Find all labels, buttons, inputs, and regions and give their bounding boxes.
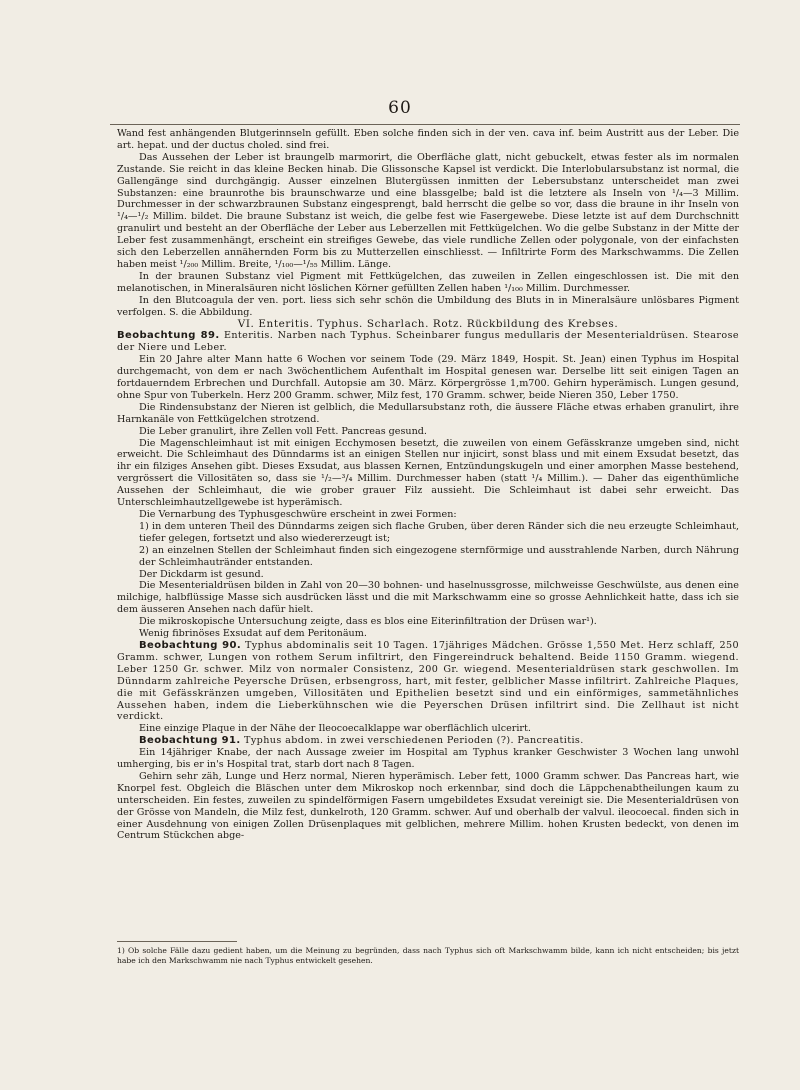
observation-heading xyxy=(117,735,739,747)
observation-label: Beobachtung 89. xyxy=(117,330,220,342)
paragraph: Die Vernarbung des Typhusgeschwüre erscheint in zwei Formen: xyxy=(139,509,457,520)
observation-label: Beobachtung 91. xyxy=(139,735,241,747)
list-item: 1) in dem unteren Theil des Dünndarms zeigen sich flache Gruben, über deren Ränder sich die neu erzeugte Schleimhaut, tiefer gelegen, fortsetzt und also wiedererzeugt ist; xyxy=(139,520,739,544)
paragraph: Die Rindensubstanz der Nieren ist gelblich, die Medullarsubstanz roth, die äussere Fläche etwas erhaben granulirt, ihre Harnkanäle von Fettkügelchen strotzend. xyxy=(117,401,739,425)
paragraph: In den Blutcoagula der ven. port. liess sich sehr schön die Umbildung des Bluts in in Mineralsäure unlösbares Pigment verfolgen. S. die Abbildung. xyxy=(117,294,739,318)
observation-title: Typhus abdominalis seit 10 Tagen. 17jähriges Mädchen. Grösse 1,550 Met. Herz schlaff, 250 Gramm. schwer, Lungen von rothem Serum infiltrirt, den Fingereindruck behaltend. Beide 1150 Gramm. wiegend. Leber 1250 Gr. schwer. Milz von normaler Consistenz, 200 Gr. wiegend. Mesenterialdrüsen stark geschwollen. Im Dünndarm zahlreiche Peyersche Drüsen, erbsengross, hart, mit fester, gelblicher Masse infiltrirt. Zahlreiche Plaques, die mit Gefässkränzen umgeben, Villositäten und Epithelien besetzt sind und ein einförmiges, sammetähnliches Aussehen haben, indem die Lieberkühnschen wie die Peyerschen Drüsen infiltrirt sind. Die Zellhaut ist nicht verdickt. xyxy=(117,639,739,723)
page-number: 60 xyxy=(388,98,412,118)
footnote-rule xyxy=(117,941,237,942)
paragraph: Die Magenschleimhaut ist mit einigen Ecchymosen besetzt, die zuweilen von einem Gefässkranze umgeben sind, nicht erweicht. Die Schleimhaut des Dünndarms ist an einigen Stellen nur injicirt, sonst blass und mit einem Exsudat besetzt, das ihr ein filziges Ansehen gibt. Dieses Exsudat, aus blassen Kernen, Entzündungskugeln und einer amorphen Masse bestehend, vergrössert die Villositäten so, dass sie ¹/₂—³/₄ Millim. Durchmesser haben (statt ¹/₄ Millim.). — Daher das eigenthümliche Aussehen der Schleimhaut, die wie grober grauer Filz aussieht. Die Schleimhaut ist dabei sehr erweicht. Das Unterschleimhautzellgewebe ist hyperämisch. xyxy=(117,437,739,509)
observation-heading xyxy=(117,640,739,723)
paragraph: Das Aussehen der Leber ist braungelb marmorirt, die Oberfläche glatt, nicht gebuckelt, etwas fester als im normalen Zustande. Sie reicht in das kleine Becken hinab. Die Glissonsche Kapsel ist verdickt. Die Interlobularsubstanz ist normal, die Gallengänge sind durchgängig. Ausser einzelnen Blutergüssen inmitten der Lebersubstanz unterscheidet man zwei Substanzen: eine braunrothe bis braunschwarze und eine blassgelbe; bald ist die letztere als Inseln von ¹/₄—3 Millim. Durchmesser in der schwarzbraunen Substanz eingesprengt, bald herrscht die gelbe so vor, dass die braune in ihr Inseln von ¹/₄—¹/₂ Millim. bildet. Die braune Substanz ist weich, die gelbe fest wie Fasergewebe. Diese letzte ist auf dem Durchschnitt granulirt und besteht an der Oberfläche der Leber aus Leberzellen mit Fettkügelchen. Wo die gelbe Substanz in der Mitte der Leber fest zusammenhängt, erscheint ein streifiges Gewebe, das viele rundliche Zellen oder polygonale, von der einfachsten sich den Leberzellen annähernden Form bis zu Mutterzellen einschliesst. — Infiltrirte Form des Markschwamms. Die Zellen haben meist ¹/₂₀₀ Millim. Breite, ¹/₁₀₀—¹/₅₅ Millim. Länge. xyxy=(117,151,739,270)
observation-heading xyxy=(117,330,739,354)
paragraph: Ein 14jähriger Knabe, der nach Aussage zweier im Hospital am Typhus kranker Geschwister 3 Wochen lang unwohl umherging, bis er in's Hospital trat, starb dort nach 8 Tagen. xyxy=(117,747,739,771)
paragraph: Gehirn sehr zäh, Lunge und Herz normal, Nieren hyperämisch. Leber fett, 1000 Gramm schwer. Das Pancreas hart, wie Knorpel fest. Obgleich die Bläschen unter dem Mikroskop noch erkennbar, sind doch die Läppchenabtheilungen kaum zu unterscheiden. Ein festes, zuweilen zu spindelförmigen Fasern umgebildetes Exsudat vereinigt sie. Die Mesenterialdrüsen von der Grösse von Mandeln, die Milz fest, dunkelroth, 120 Gramm. schwer. Auf und oberhalb der valvul. ileocoecal. finden sich in einer Ausdehnung von einigen Zollen Drüsenplaques mit gelblichen, mehrere Millim. hohen Krusten bedeckt, von denen im Centrum Stückchen abge- xyxy=(117,770,739,842)
observation-title: Enteritis. Narben nach Typhus. Scheinbarer fungus medullaris der Mesenterialdrüsen. Stearose der Niere und Leber. xyxy=(117,330,739,354)
paragraph: Ein 20 Jahre alter Mann hatte 6 Wochen vor seinem Tode (29. März 1849, Hospit. St. Jean) einen Typhus im Hospital durchgemacht, von dem er nach 3wöchentlichem Aufenthalt im Hospital genesen war. Derselbe litt seit einigen Tagen an fortdauerndem Erbrechen und Durchfall. Autopsie am 30. März. Körpergrösse 1,m700. Gehirn hyperämisch. Lungen gesund, ohne Spur von Tuberkeln. Herz 200 Gramm. schwer, Milz fest, 170 Gramm. schwer, beide Nieren 350, Leber 1750. xyxy=(117,354,739,401)
footnote xyxy=(117,946,739,966)
paragraph: Die mikroskopische Untersuchung zeigte, dass es blos eine Eiterinfiltration der Drüsen war¹). xyxy=(139,616,597,628)
paragraph: Eine einzige Plaque in der Nähe der Ileocoecalklappe war oberflächlich ulcerirt. xyxy=(139,723,531,735)
paragraph: Die Mesenterialdrüsen bilden in Zahl von 20—30 bohnen- und haselnussgrosse, milchweisse Geschwülste, aus denen eine milchige, halbflüssige Masse sich ausdrücken lässt und die mit Markschwamm eine so grosse Aehnlichkeit hatte, dass ich sie dem äusseren Ansehen nach dafür hielt. xyxy=(117,580,739,616)
list-item: 2) an einzelnen Stellen der Schleimhaut finden sich eingezogene sternförmige und ausstrahlende Narben, durch Nährung der Schleimhautränder entstanden. xyxy=(139,544,739,568)
observation-title: Typhus abdom. in zwei verschiedenen Perioden (?). Pancreatitis. xyxy=(240,735,584,747)
paragraph: Der Dickdarm ist gesund. xyxy=(139,568,264,580)
header-rule xyxy=(110,124,740,125)
observation-label: Beobachtung 90. xyxy=(139,639,242,651)
section-heading: VI. Enteritis. Typhus. Scharlach. Rotz. Rückbildung des Krebses. xyxy=(237,317,619,330)
footnote-text: 1) Ob solche Fälle dazu gedient haben, um die Meinung zu begründen, dass nach Typhus sich oft Markschwamm bilde, kann ich nicht entscheiden; bis jetzt habe ich den Markschwamm nie nach Typhus entwickelt gesehen. xyxy=(117,946,739,965)
paragraph: Die Leber granulirt, ihre Zellen voll Fett. Pancreas gesund. xyxy=(139,425,427,437)
paragraph: Wenig fibrinöses Exsudat auf dem Peritonäum. xyxy=(139,628,367,640)
paragraph: In der braunen Substanz viel Pigment mit Fettkügelchen, das zuweilen in Zellen eingeschlossen ist. Die mit den melanotischen, in Mineralsäuren nicht löslichen Körner gefüllten Zellen haben ¹/₁₀₀ Millim. Durchmesser. xyxy=(117,270,739,294)
paragraph: Wand fest anhängenden Blutgerinnseln gefüllt. Eben solche finden sich in der ven. cava inf. beim Austritt aus der Leber. Die art. hepat. und der ductus choled. sind frei. xyxy=(117,128,739,151)
body-text xyxy=(117,128,739,842)
